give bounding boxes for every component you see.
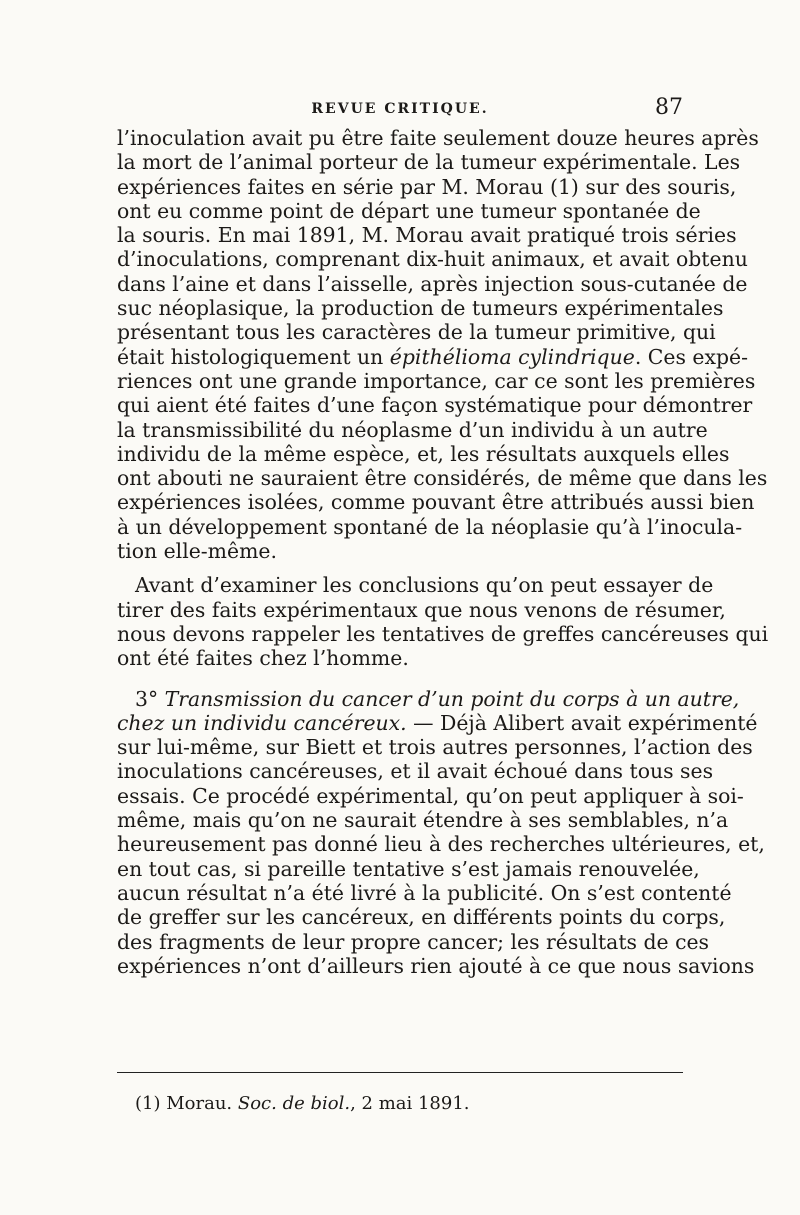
running-title: REVUE CRITIQUE. — [311, 101, 489, 117]
text-line: la souris. En mai 1891, M. Morau avait pratiqué trois séries — [117, 223, 737, 248]
text-line: présentant tous les caractères de la tumeur primitive, qui — [117, 320, 716, 345]
section-heading: Transmission du cancer d’un point du corps à un autre, — [164, 686, 740, 711]
paragraph-2 — [117, 573, 769, 671]
text-line: en tout cas, si pareille tentative s’est jamais renouvelée, — [117, 856, 700, 881]
footnote-marker: (1) — [135, 1093, 161, 1114]
text-line: d’inoculations, comprenant dix-huit animaux, et avait obtenu — [117, 247, 748, 272]
section-heading-cont: chez un individu cancéreux. — [117, 710, 407, 735]
paragraph-3 — [117, 686, 765, 979]
text-line: nous devons rappeler les tentatives de greffes cancéreuses qui — [117, 621, 769, 646]
line-text: . Ces expé- — [634, 344, 748, 369]
text-line: ont abouti ne sauraient être considérés, de même que dans les — [117, 466, 768, 491]
text-line: à un développement spontané de la néoplasie qu’à l’inocula- — [117, 514, 743, 539]
text-line: expériences n’ont d’ailleurs rien ajouté à ce que nous savions — [117, 953, 755, 978]
footnote-date: , 2 mai 1891. — [350, 1093, 470, 1114]
paragraph-1 — [117, 126, 768, 564]
text-line: des fragments de leur propre cancer; les résultats de ces — [117, 929, 710, 954]
footnote-author: Morau. — [166, 1093, 233, 1114]
text-line: individu de la même espèce, et, les résultats auxquels elles — [117, 441, 730, 466]
italic-term: épithélioma cylindrique — [389, 344, 635, 369]
footnote-journal: Soc. de biol. — [237, 1093, 351, 1114]
text-line: même, mais qu’on ne saurait étendre à ses semblables, n’a — [117, 808, 729, 833]
text-line: tion elle-même. — [117, 539, 277, 564]
running-header — [117, 95, 683, 123]
text-line: aucun résultat n’a été livré à la publicité. On s’est contenté — [117, 880, 732, 905]
text-line: la transmissibilité du néoplasme d’un individu à un autre — [117, 417, 708, 442]
text-line: la mort de l’animal porteur de la tumeur expérimentale. Les — [117, 150, 741, 175]
text-line: dans l’aine et dans l’aisselle, après injection sous-cutanée de — [117, 271, 748, 296]
text-line: ont eu comme point de départ une tumeur spontanée de — [117, 198, 701, 223]
body-text — [117, 126, 769, 978]
section-number: 3° — [135, 686, 159, 711]
line-text: était histologiquement un — [117, 344, 390, 369]
text-line: sur lui-même, sur Biett et trois autres personnes, l’action des — [117, 735, 753, 760]
text-line: expériences isolées, comme pouvant être attribués aussi bien — [117, 490, 755, 515]
text-line — [117, 710, 758, 735]
text-line: essais. Ce procédé expérimental, qu’on peut appliquer à soi- — [117, 783, 744, 808]
text-line: l’inoculation avait pu être faite seulement douze heures après — [117, 126, 759, 150]
text-line — [117, 344, 748, 369]
text-line: expériences faites en série par M. Morau (1) sur des souris, — [117, 174, 737, 199]
text-line: ont été faites chez l’homme. — [117, 646, 409, 671]
text-line: tirer des faits expérimentaux que nous venons de résumer, — [117, 597, 726, 622]
text-line: suc néoplasique, la production de tumeurs expérimentales — [117, 296, 724, 321]
page-number: 87 — [655, 95, 683, 120]
text-line: inoculations cancéreuses, et il avait échoué dans tous ses — [117, 759, 714, 784]
text-line: Avant d’examiner les conclusions qu’on peut essayer de — [135, 573, 714, 598]
text-line: heureusement pas donné lieu à des recherches ultérieures, et, — [117, 832, 765, 857]
text-line: de greffer sur les cancéreux, en différents points du corps, — [117, 905, 726, 930]
footnote — [135, 1093, 470, 1114]
footnote-rule — [117, 1072, 683, 1073]
text-line: qui aient été faites d’une façon systématique pour démontrer — [117, 393, 753, 418]
text-line: riences ont une grande importance, car ce sont les premières — [117, 368, 756, 393]
text-line — [117, 686, 740, 711]
line-text: — Déjà Alibert avait expérimenté — [406, 710, 758, 735]
